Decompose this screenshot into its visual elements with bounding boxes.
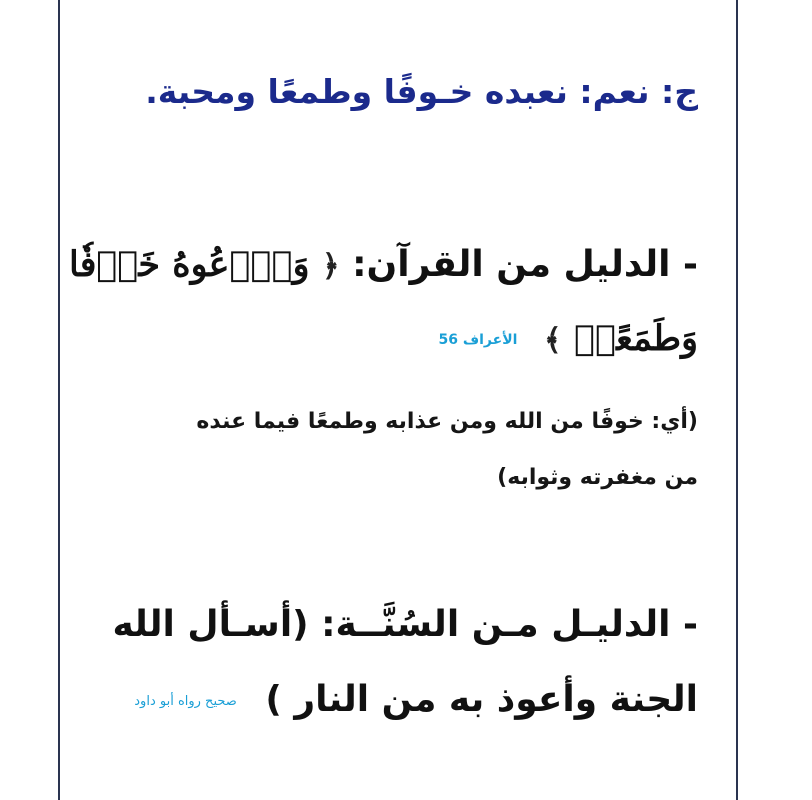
sunnah-evidence-line-1: - الدليـل مـن السُنَّــة: (أسـأل الله [112, 604, 698, 645]
quran-label-text: - الدليل من القرآن: [352, 244, 698, 285]
sunnah-text-line-2: الجنة وأعوذ به من النار ) [265, 679, 698, 720]
answer-heading: ج: نعم: نعبده خـوفًا وطمعًا ومحبة. [145, 72, 698, 111]
hadith-reference: صحيح رواه أبو داود [134, 693, 237, 709]
explanation-line-1: (أي: خوفًا من الله ومن عذابه وطمعًا فيما عنده [196, 409, 698, 434]
frame-left-border [58, 0, 60, 800]
verse-part-1: وَٱدۡعُوهُ خَوۡفٗا [69, 244, 310, 285]
verse-part-2: وَطَمَعًاۚ [574, 318, 698, 359]
sunnah-evidence-line-2 [134, 679, 698, 720]
explanation-line-2: من مغفرته وثوابه) [497, 465, 698, 490]
quran-evidence-label [69, 244, 698, 285]
frame-right-border [736, 0, 738, 800]
quran-reference: الأعراف 56 [438, 332, 518, 348]
verse-line-2 [439, 318, 698, 359]
open-bracket: ﴿ [322, 249, 340, 284]
close-bracket: ﴾ [543, 323, 562, 358]
